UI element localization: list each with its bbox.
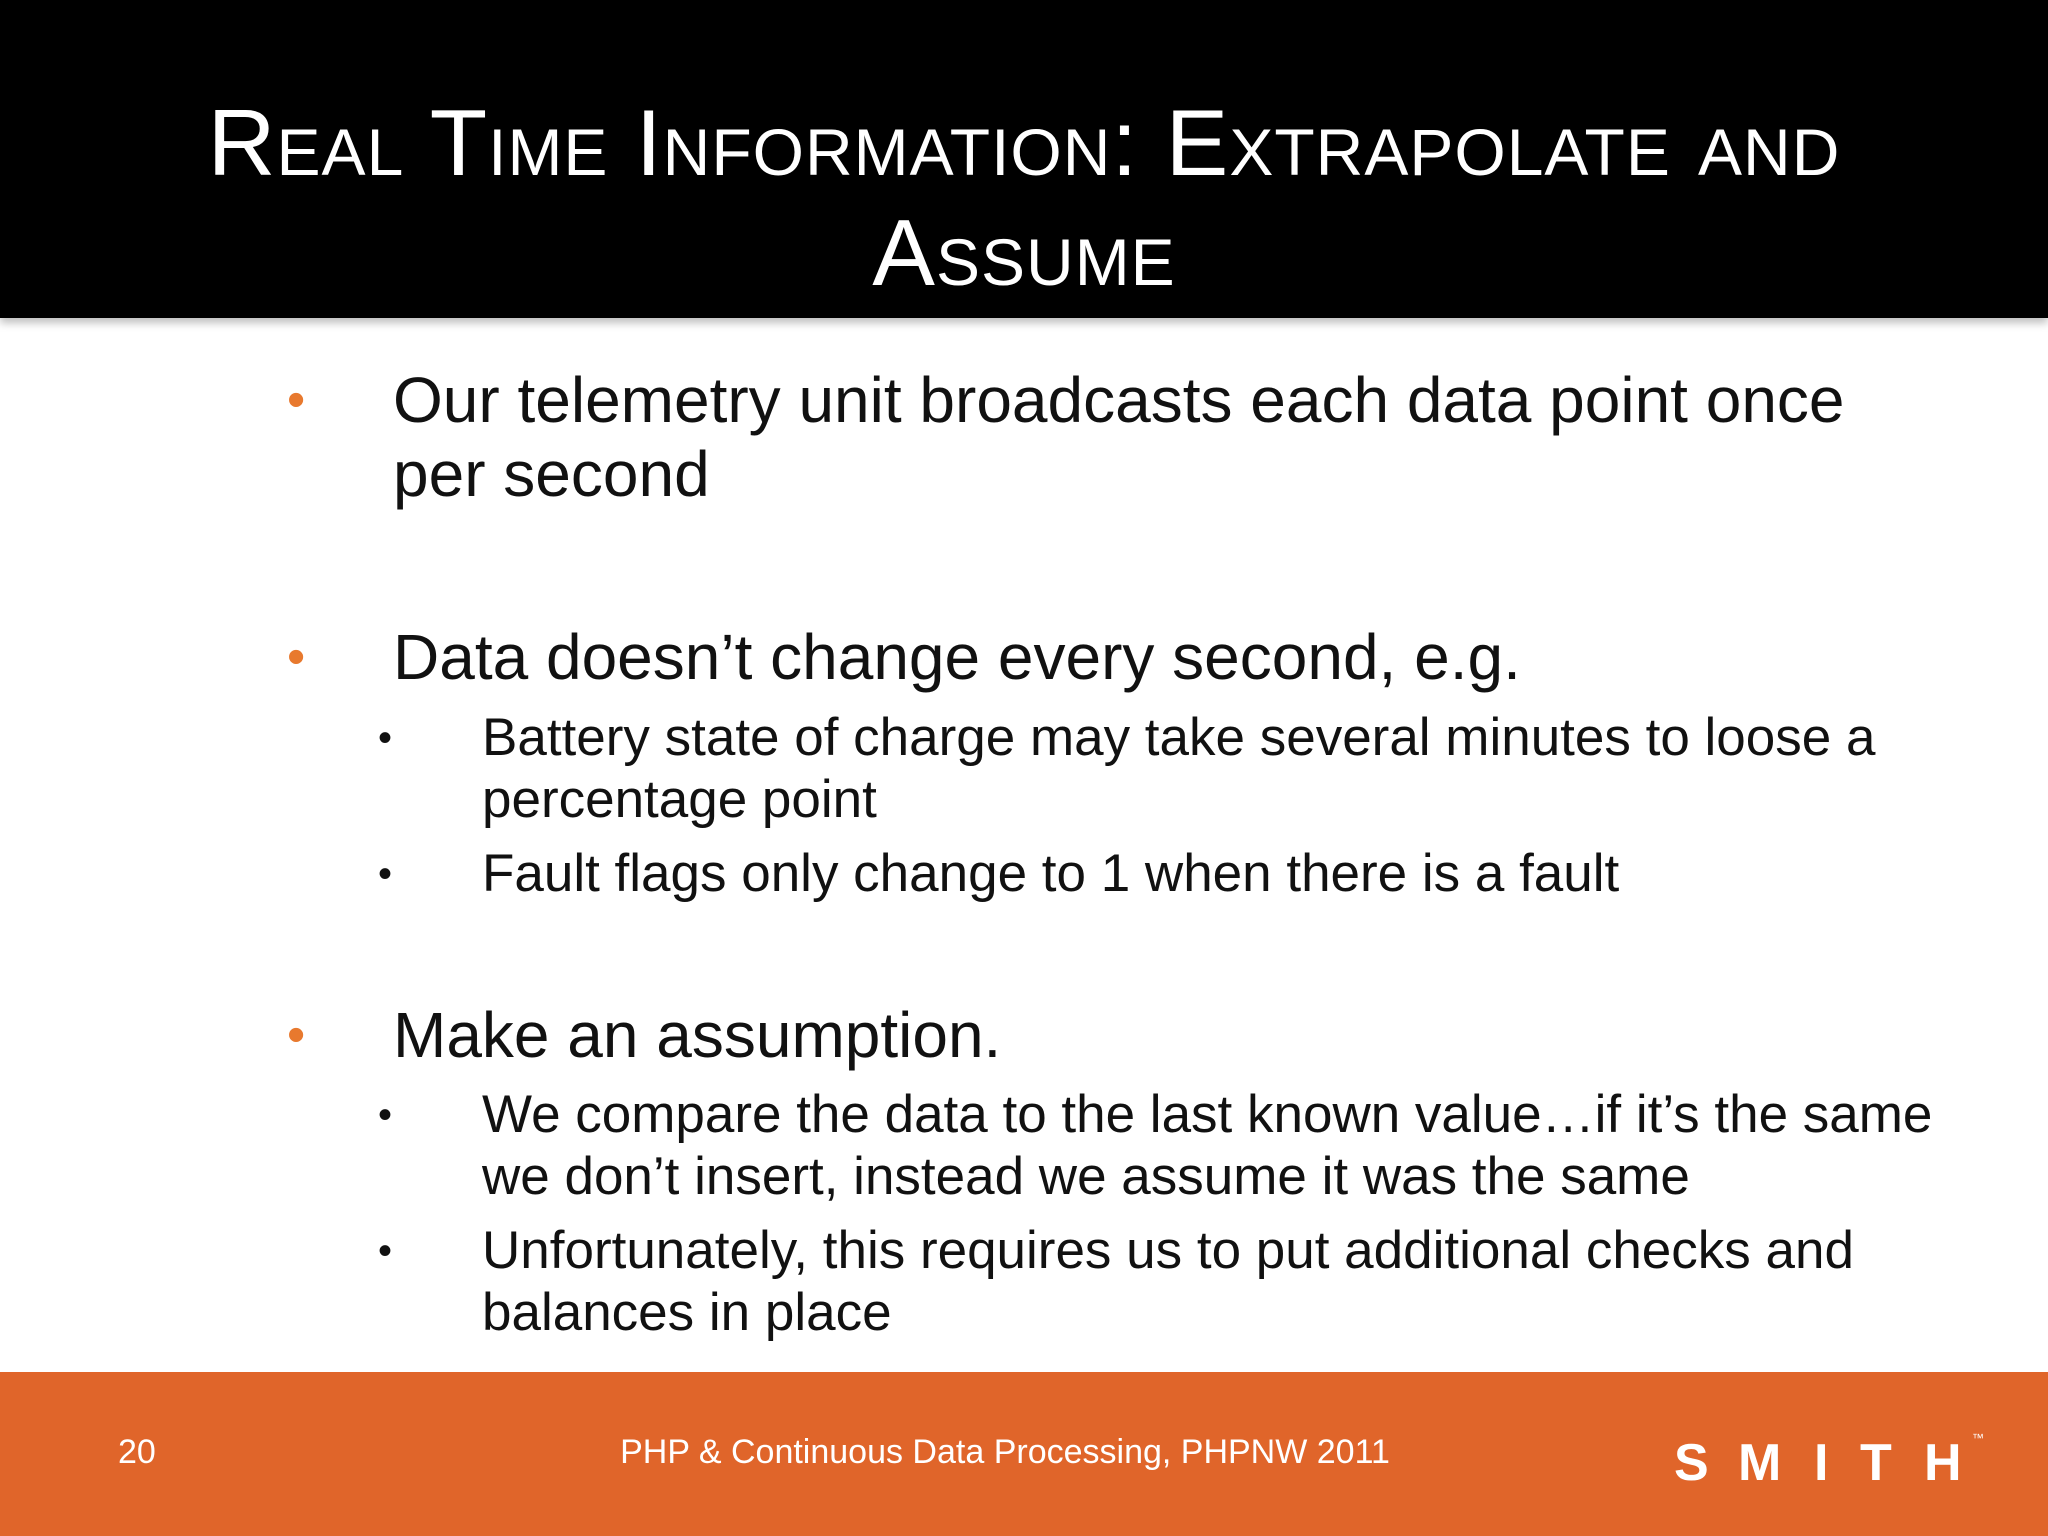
- bullet-text: Make an assumption.: [393, 999, 1002, 1071]
- logo-letter: T: [1860, 1434, 1892, 1488]
- footer-bar: [0, 1372, 2048, 1536]
- sub-bullet-text: Fault flags only change to 1 when there is a fault: [482, 844, 1620, 903]
- sub-bullet-text: Unfortunately, this requires us to put additional checks and balances in place: [482, 1221, 1854, 1342]
- bullet-icon: •: [378, 716, 393, 760]
- logo-letter: H: [1924, 1434, 1962, 1488]
- bullet-icon: •: [378, 852, 393, 896]
- sub-bullet-text: Battery state of charge may take several minutes to loose a percentage point: [482, 708, 1876, 829]
- bullet-text: Data doesn’t change every second, e.g.: [393, 621, 1521, 693]
- orange-bullet-icon: •: [287, 628, 306, 686]
- logo-letter: I: [1814, 1434, 1829, 1488]
- orange-bullet-icon: •: [287, 1006, 306, 1064]
- trademark-mark: ™: [1972, 1431, 1984, 1445]
- logo-letter: M: [1738, 1434, 1782, 1488]
- logo-letter: S: [1674, 1434, 1709, 1488]
- orange-bullet-icon: •: [287, 371, 306, 429]
- slide-title: Real Time Information: Extrapolate and Assume: [207, 90, 1841, 305]
- bullet-icon: •: [378, 1093, 393, 1137]
- footer-caption: PHP & Continuous Data Processing, PHPNW 2011: [620, 1433, 1390, 1471]
- bullet-text: Our telemetry unit broadcasts each data point once per second: [393, 364, 1845, 510]
- bullet-icon: •: [378, 1229, 393, 1273]
- smith-logo: [1672, 1428, 1992, 1488]
- slide-number: 20: [118, 1433, 156, 1471]
- sub-bullet-text: We compare the data to the last known value…if it’s the same we don’t insert, instead we assume it was the same: [482, 1085, 1933, 1206]
